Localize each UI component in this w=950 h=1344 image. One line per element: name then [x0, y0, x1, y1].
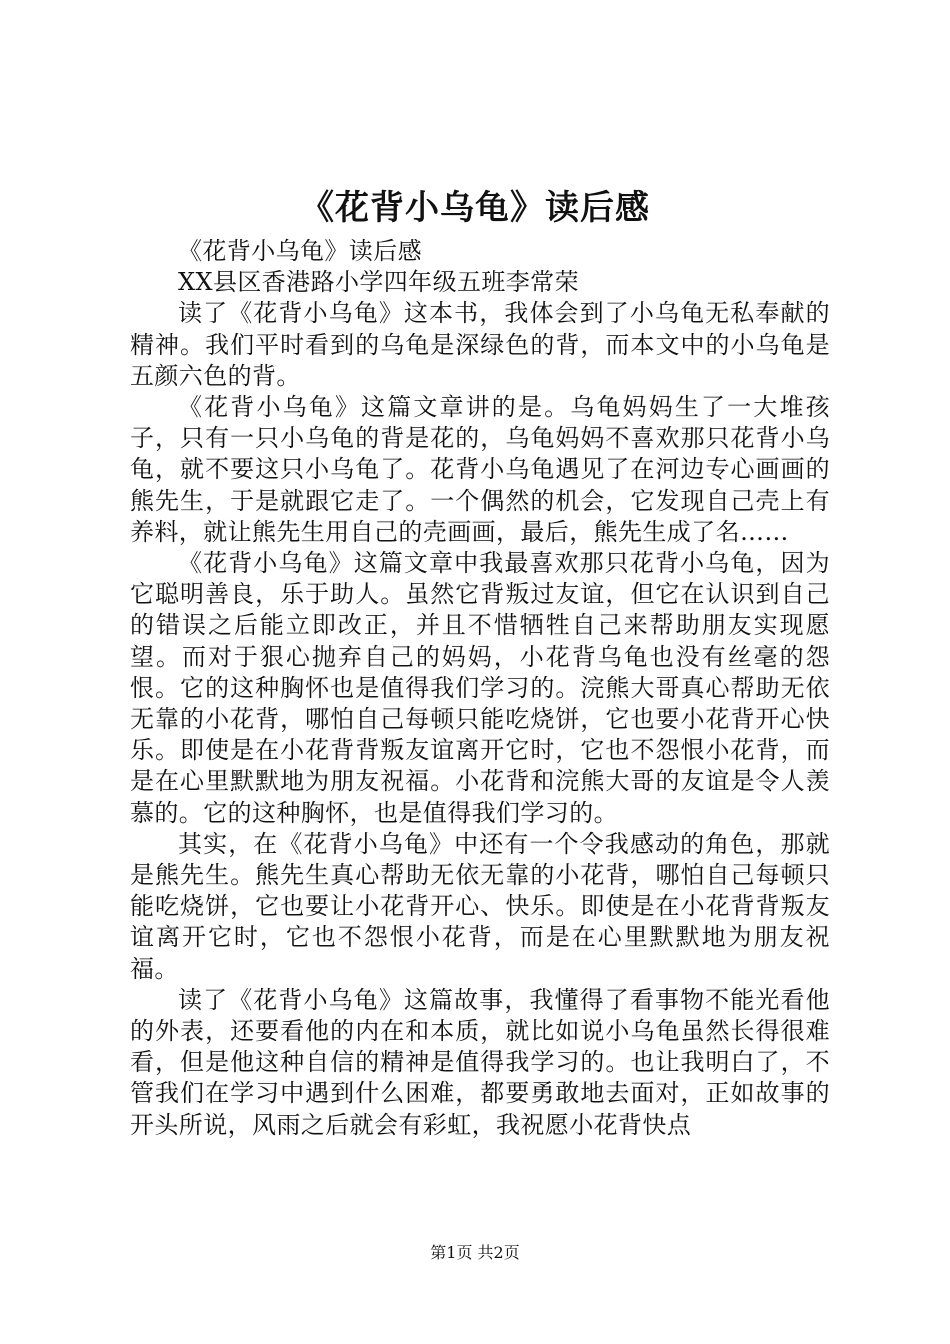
- body-paragraph: 其实，在《花背小乌龟》中还有一个令我感动的角色，那就是熊先生。熊先生真心帮助无依无靠的小花背，哪怕自己每顿只能吃烧饼，它也要让小花背开心、快乐。即使是在小花背背叛友谊离开它时，它也不怨恨小花背，而是在心里默默地为朋友祝福。: [130, 829, 830, 983]
- body-paragraph: 读了《花背小乌龟》这篇故事，我懂得了看事物不能光看他的外表，还要看他的内在和本质，就比如说小乌龟虽然长得很难看，但是他这种自信的精神是值得我学习的。也让我明白了，不管我们在学习中遇到什么困难，都要勇敢地去面对，正如故事的开头所说，风雨之后就会有彩虹，我祝愿小花背快点: [130, 985, 830, 1139]
- body-paragraph: 《花背小乌龟》这篇文章中我最喜欢那只花背小乌龟，因为它聪明善良，乐于助人。虽然它背叛过友谊，但它在认识到自己的错误之后能立即改正，并且不惜牺牲自己来帮助朋友实现愿望。而对于狠心抛弃自己的妈妈，小花背乌龟也没有丝毫的怨恨。它的这种胸怀也是值得我们学习的。浣熊大哥真心帮助无依无靠的小花背，哪怕自己每顿只能吃烧饼，它也要小花背开心快乐。即使是在小花背背叛友谊离开它时，它也不怨恨小花背，而是在心里默默地为朋友祝福。小花背和浣熊大哥的友谊是令人羡慕的。它的这种胸怀，也是值得我们学习的。: [130, 549, 830, 827]
- page-number: 第1页: [430, 1243, 473, 1262]
- page-total: 共2页: [477, 1243, 520, 1262]
- page-footer: [0, 1243, 950, 1263]
- body-paragraph: 《花背小乌龟》这篇文章讲的是。乌龟妈妈生了一大堆孩子，只有一只小乌龟的背是花的，乌龟妈妈不喜欢那只花背小乌龟，就不要这只小乌龟了。花背小乌龟遇见了在河边专心画画的熊先生，于是就跟它走了。一个偶然的机会，它发现自己壳上有养料，就让熊先生用自己的壳画画，最后，熊先生成了名……: [130, 393, 830, 546]
- body-paragraph: 读了《花背小乌龟》这本书，我体会到了小乌龟无私奉献的精神。我们平时看到的乌龟是深绿色的背，而本文中的小乌龟是五颜六色的背。: [130, 299, 830, 390]
- author-line: XX县区香港路小学四年级五班李常荣: [178, 268, 579, 297]
- subtitle-line: 《花背小乌龟》读后感: [178, 237, 422, 265]
- document-body: [130, 236, 830, 1141]
- document-title: 《花背小乌龟》读后感: [300, 188, 650, 228]
